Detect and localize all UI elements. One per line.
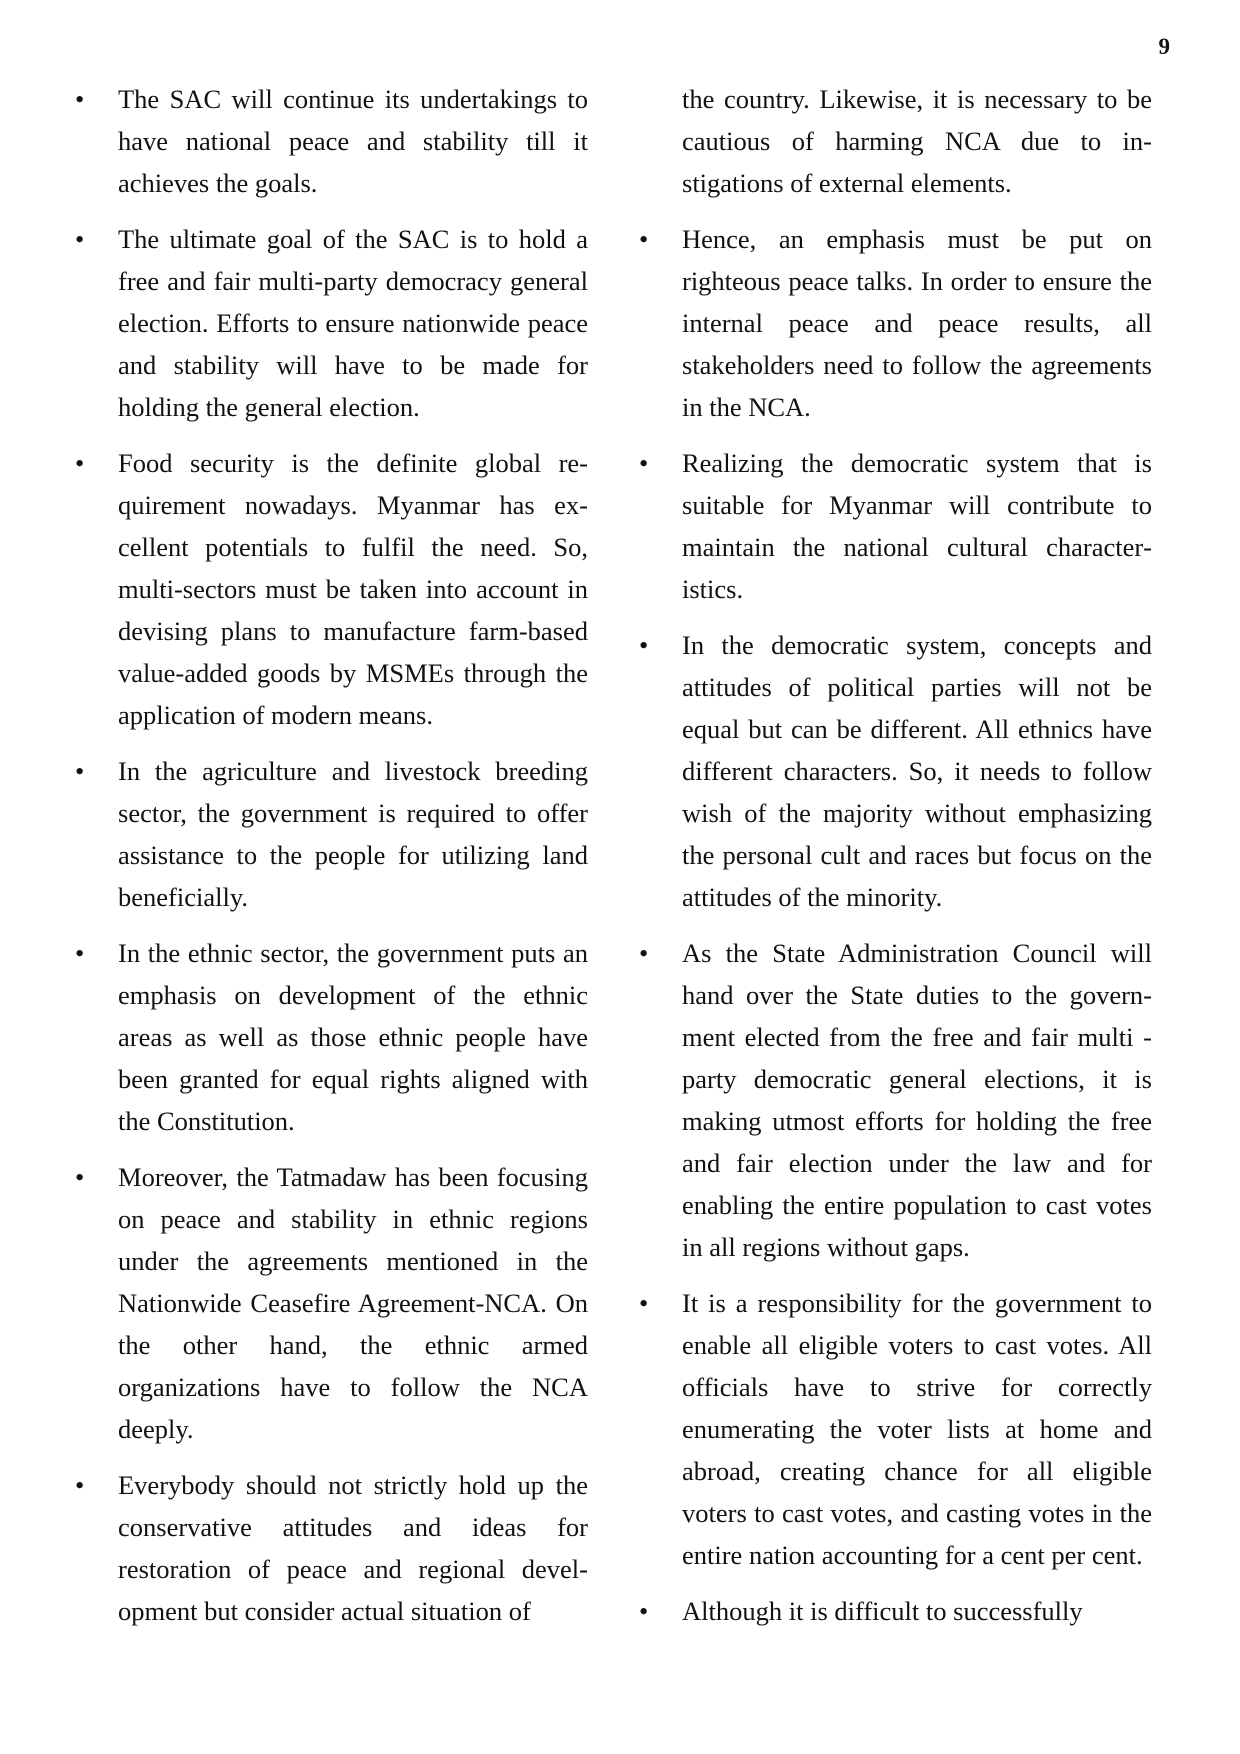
list-item-text: Food security is the definite global requirement nowadays. Myanmar has excellent potentials to fulfil the need. So, multi-sectors must be taken into account in devising plans to manufacture farm-based value-added goods by MSMEs through the application of modern means. bbox=[118, 448, 588, 730]
right-column bbox=[632, 78, 1152, 1646]
list-item bbox=[68, 932, 588, 1142]
list-item-text: In the democratic system, concepts and attitudes of political parties will not be equal but can be different. All ethnics have different characters. So, it needs to follow wish of the majority without emphasizing the personal cult and races but focus on the attitudes of the minority. bbox=[682, 630, 1152, 912]
list-item bbox=[68, 750, 588, 918]
bullet-icon: • bbox=[639, 224, 649, 254]
list-item-text: In the agriculture and livestock breeding sector, the government is required to offer assistance to the people for utilizing land beneficially. bbox=[118, 756, 588, 912]
left-column bbox=[68, 78, 588, 1646]
bullet-icon: • bbox=[75, 448, 85, 478]
bullet-icon: • bbox=[75, 1162, 85, 1192]
page-number: 9 bbox=[1158, 34, 1170, 59]
bullet-icon: • bbox=[75, 84, 85, 114]
bullet-list-right bbox=[632, 218, 1152, 1632]
list-item bbox=[632, 1590, 1152, 1632]
list-item-text: The SAC will continue its undertakings to have national peace and stability till it achieves the goals. bbox=[118, 84, 588, 198]
list-item bbox=[68, 218, 588, 428]
bullet-icon: • bbox=[639, 630, 649, 660]
list-item-text: In the ethnic sector, the government puts an emphasis on development of the ethnic areas as well as those ethnic people have been granted for equal rights aligned with the Constitution. bbox=[118, 938, 588, 1136]
bullet-icon: • bbox=[639, 448, 649, 478]
bullet-list-left bbox=[68, 78, 588, 1632]
list-item bbox=[632, 1282, 1152, 1576]
list-item-text: As the State Administration Council will hand over the State duties to the government elected from the free and fair multi -party democratic general elections, it is making utmost efforts for holding the free and fair election under the law and for enabling the entire population to cast votes in all regions without gaps. bbox=[682, 938, 1152, 1262]
list-item-text: Everybody should not strictly hold up the conservative attitudes and ideas for restoration of peace and regional development but consider actual situation of bbox=[118, 1470, 588, 1626]
list-item-text: Moreover, the Tatmadaw has been focusing on peace and stability in ethnic regions under the agreements mentioned in the Nationwide Ceasefire Agreement-NCA. On the other hand, the ethnic armed organizations have to follow the NCA deeply. bbox=[118, 1162, 588, 1444]
list-item bbox=[632, 442, 1152, 610]
bullet-icon: • bbox=[639, 1288, 649, 1318]
list-item-text: It is a responsibility for the government to enable all eligible voters to cast votes. All officials have to strive for correctly enumerating the voter lists at home and abroad, creating chance for all eligible voters to cast votes, and casting votes in the entire nation accounting for a cent per cent. bbox=[682, 1288, 1152, 1570]
bullet-icon: • bbox=[75, 756, 85, 786]
list-item bbox=[68, 78, 588, 204]
bullet-icon: • bbox=[75, 1470, 85, 1500]
list-item bbox=[632, 624, 1152, 918]
list-item-text: Hence, an emphasis must be put on righteous peace talks. In order to ensure the internal peace and peace results, all stakeholders need to follow the agreements in the NCA. bbox=[682, 224, 1152, 422]
list-item bbox=[68, 1156, 588, 1450]
list-item bbox=[632, 932, 1152, 1268]
list-item-text: Realizing the democratic system that is suitable for Myanmar will contribute to maintain the national cultural characteristics. bbox=[682, 448, 1152, 604]
list-item-text: Although it is difficult to successfully bbox=[682, 1596, 1083, 1626]
bullet-icon: • bbox=[75, 224, 85, 254]
continuation-paragraph: the country. Likewise, it is necessary to be cautious of harming NCA due to instigations of external elements. bbox=[682, 84, 1152, 198]
bullet-icon: • bbox=[639, 1596, 649, 1626]
bullet-icon: • bbox=[639, 938, 649, 968]
list-item bbox=[68, 1464, 588, 1632]
list-item bbox=[632, 218, 1152, 428]
list-item-text: The ultimate goal of the SAC is to hold a free and fair multi-party democracy general election. Efforts to ensure nationwide peace and stability will have to be made for holding the general election. bbox=[118, 224, 588, 422]
list-item bbox=[68, 442, 588, 736]
bullet-icon: • bbox=[75, 938, 85, 968]
